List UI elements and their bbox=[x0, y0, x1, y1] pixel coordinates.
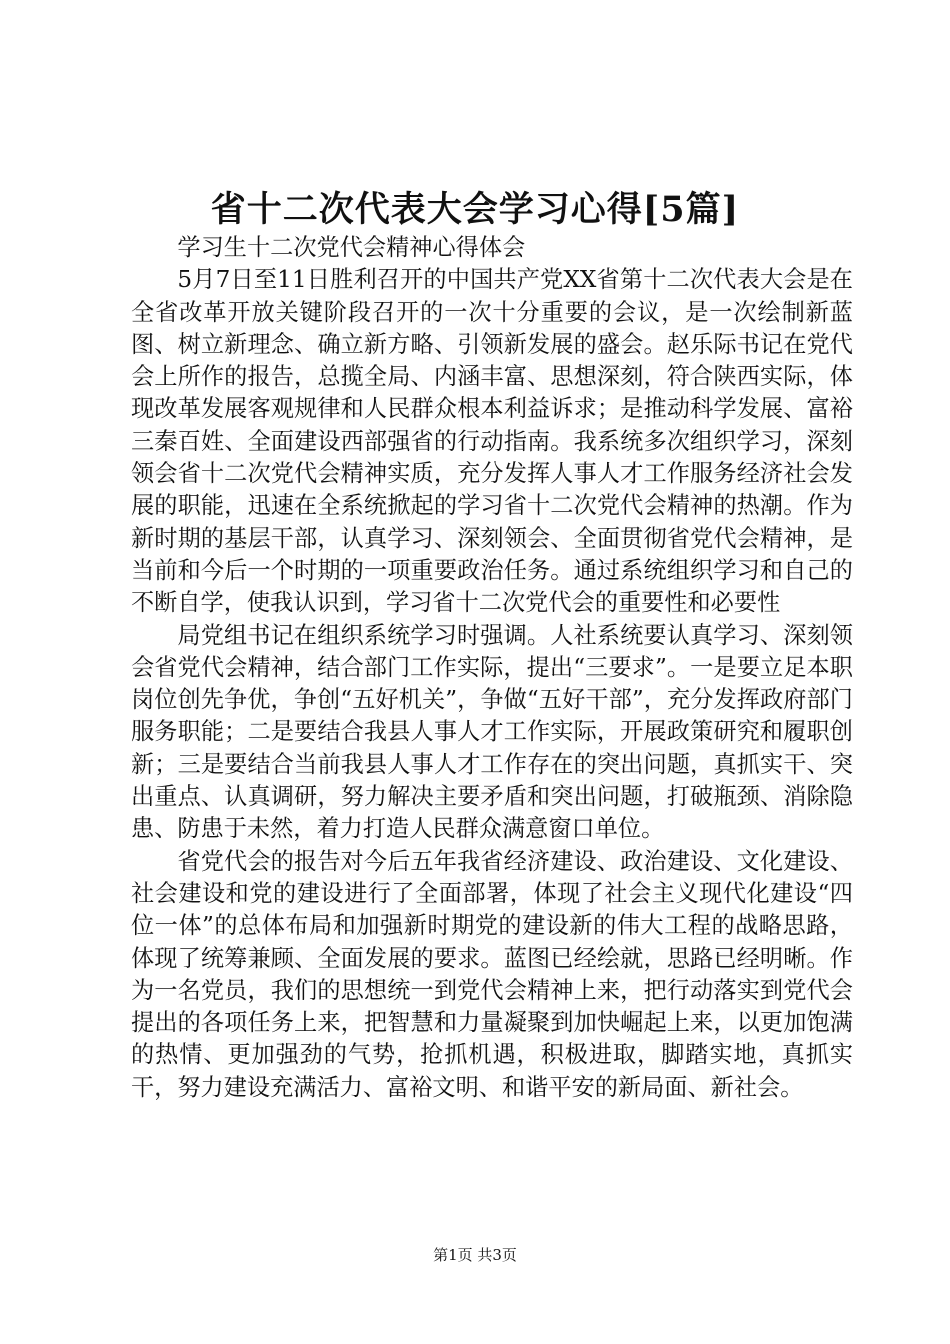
subtitle-paragraph: 学习生十二次党代会精神心得体会 bbox=[177, 234, 526, 261]
body-paragraph-3: 省党代会的报告对今后五年我省经济建设、政治建设、文化建设、社会建设和党的建设进行了全面部署，体现了社会主义现代化建设“四位一体”的总体布局和加强新时期党的建设新的伟大工程的战略思路，体现了统筹兼顾、全面发展的要求。蓝图已经绘就，思路已经明晰。作为一名党员，我们的思想统一到党代会精神上来，把行动落实到党代会提出的各项任务上来，把智慧和力量凝聚到加快崛起上来，以更加饱满的热情、更加强劲的气势，抢抓机遇，积极进取，脚踏实地，真抓实干，努力建设充满活力、富裕文明、和谐平安的新局面、新社会。 bbox=[131, 847, 853, 1101]
page-number-footer: 第1页 共3页 bbox=[433, 1246, 517, 1264]
document-title: 省十二次代表大会学习心得[5篇] bbox=[210, 189, 740, 230]
document-body bbox=[131, 232, 853, 1104]
body-paragraph-1: 5月7日至11日胜利召开的中国共产党XX省第十二次代表大会是在全省改革开放关键阶段召开的一次十分重要的会议，是一次绘制新蓝图、树立新理念、确立新方略、引领新发展的盛会。赵乐际书记在党代会上所作的报告，总揽全局、内涵丰富、思想深刻，符合陕西实际，体现改革发展客观规律和人民群众根本利益诉求；是推动科学发展、富裕三秦百姓、全面建设西部强省的行动指南。我系统多次组织学习，深刻领会省十二次党代会精神实质，充分发挥人事人才工作服务经济社会发展的职能，迅速在全系统掀起的学习省十二次党代会精神的热潮。作为新时期的基层干部，认真学习、深刻领会、全面贯彻省党代会精神，是当前和今后一个时期的一项重要政治任务。通过系统组织学习和自己的不断自学，使我认识到，学习省十二次党代会的重要性和必要性 bbox=[131, 266, 853, 617]
body-paragraph-2: 局党组书记在组织系统学习时强调。人社系统要认真学习、深刻领会省党代会精神，结合部门工作实际，提出“三要求”。一是要立足本职岗位创先争优，争创“五好机关”，争做“五好干部”，充分发挥政府部门服务职能；二是要结合我县人事人才工作实际，开展政策研究和履职创新；三是要结合当前我县人事人才工作存在的突出问题，真抓实干、突出重点、认真调研，努力解决主要矛盾和突出问题，打破瓶颈、消除隐患、防患于未然，着力打造人民群众满意窗口单位。 bbox=[131, 621, 853, 843]
